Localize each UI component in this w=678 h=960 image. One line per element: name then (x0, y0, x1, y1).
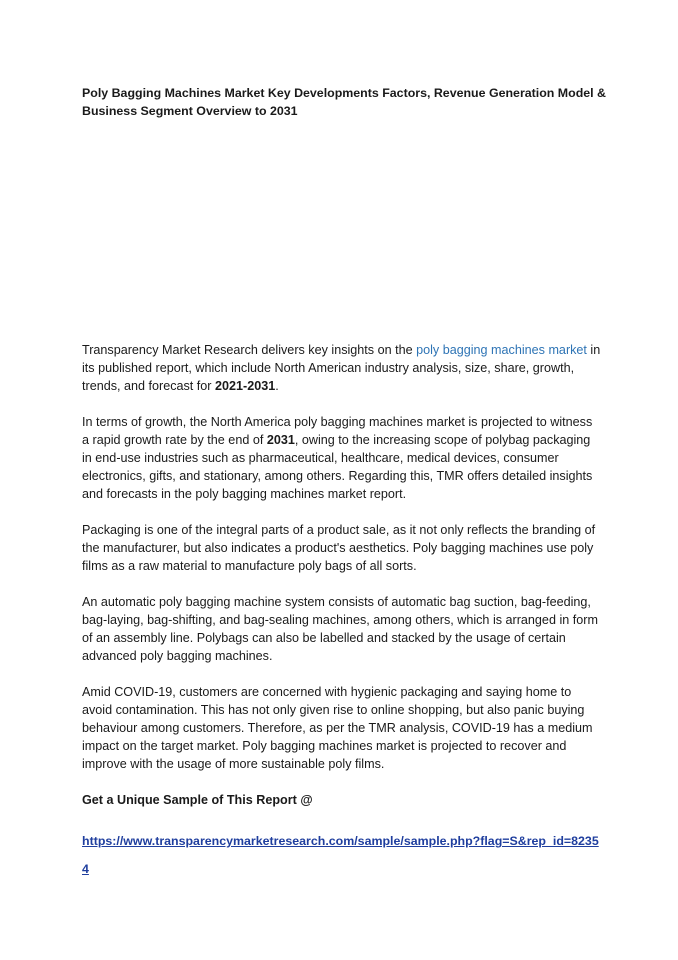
growth-text-continued: , owing to the increasing scope of polybag packaging in end-use industries such as pharmaceutical, healthcare, medical devices, consumer electronics, gifts, and stationary, among others. Regarding this, TMR offers detailed insights and forecasts in the poly bagging machines market report. (82, 433, 593, 501)
paragraph-covid: Amid COVID-19, customers are concerned with hygienic packaging and saying home to avoid contamination. This has not only given rise to online shopping, but also panic buying behaviour among customers. Therefore, as per the TMR analysis, COVID-19 has a medium impact on the target market. Poly bagging machines market is projected to recover and improve with the usage of more sustainable poly films. (82, 685, 593, 771)
document-title: Poly Bagging Machines Market Key Developments Factors, Revenue Generation Model & Business Segment Overview to 2031 (82, 86, 606, 118)
growth-text: In terms of growth, the North America poly bagging machines market is projected to witness a rapid growth rate by the end of (82, 415, 593, 447)
intro-text: Transparency Market Research delivers key insights on the (82, 343, 417, 357)
sample-link[interactable]: https://www.transparencymarketresearch.com/sample/sample.php?flag=S&rep_id=82354 (82, 834, 599, 876)
sample-heading: Get a Unique Sample of This Report @ (82, 793, 313, 807)
growth-year: 2031 (266, 433, 295, 447)
paragraph-intro (82, 341, 602, 395)
paragraph-automatic-system: An automatic poly bagging machine system consists of automatic bag suction, bag-feeding, bag-laying, bag-shifting, and bag-sealing machines, among others, which is arranged in form of an assembly line. Polybags can also be labelled and stacked by the usage of certain advanced poly bagging machines. (82, 595, 598, 663)
paragraph-growth (82, 413, 602, 503)
intro-end: . (275, 379, 279, 393)
market-link[interactable]: poly bagging machines market (416, 343, 587, 357)
forecast-period: 2021-2031 (215, 379, 276, 393)
document-body (82, 341, 602, 883)
intro-text-continued: in its published report, which include North American industry analysis, size, share, growth, trends, and forecast for (82, 343, 601, 393)
paragraph-packaging: Packaging is one of the integral parts of a product sale, as it not only reflects the branding of the manufacturer, but also indicates a product's aesthetics. Poly bagging machines use poly films as a raw material to manufacture poly bags of all sorts. (82, 523, 596, 573)
